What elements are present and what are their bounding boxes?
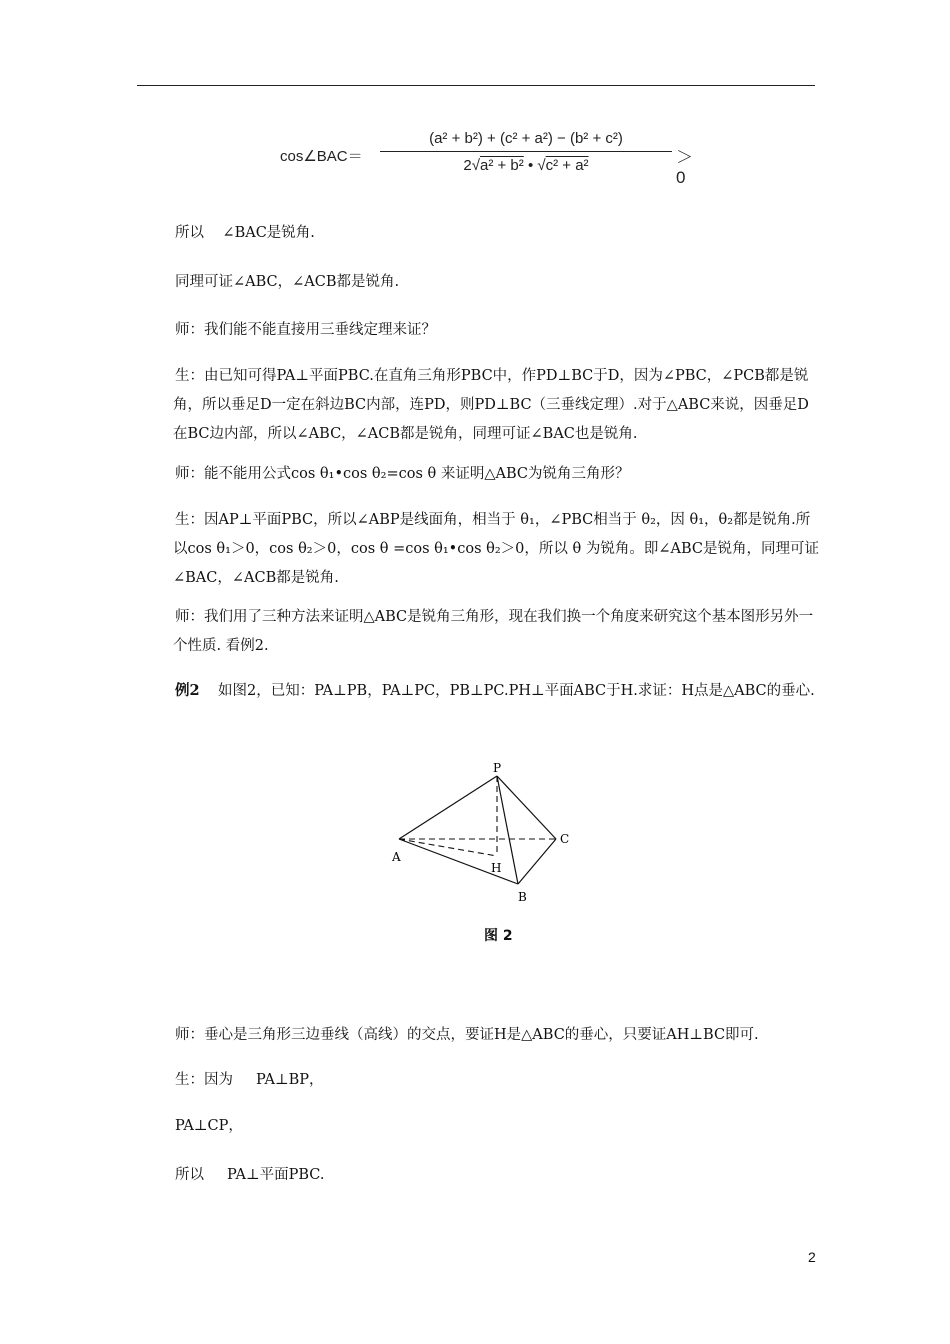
paragraph-11: PA⊥CP， (175, 1118, 243, 1134)
fraction-bar (380, 151, 672, 152)
edge-bc (518, 839, 556, 884)
edge-pa (399, 776, 497, 839)
paragraph-3: 师：我们能不能直接用三垂线定理来证？ (175, 322, 436, 338)
formula-fraction (380, 128, 672, 178)
sqrt-icon: √ (471, 157, 480, 174)
formula-lhs: cos∠BAC＝ (280, 148, 363, 165)
denominator-prefix: 2 (463, 157, 472, 174)
edge-pc (497, 776, 556, 839)
paragraph-12: 所以 PA⊥平面PBC. (175, 1167, 325, 1183)
dot-operator: • (527, 157, 534, 174)
label-b: B (518, 890, 527, 904)
paragraph-4: 生：由已知可得PA⊥平面PBC.在直角三角形PBC中，作PD⊥BC于D，因为∠PBC，∠PCB都是锐角，所以垂足D一定在斜边BC内部，连PD，则PD⊥BC（三垂线定理）.对于△ABC来说，因垂足D在BC边内部，所以∠ABC，∠ACB都是锐角，同理可证∠BAC也是锐角. (173, 368, 809, 442)
paragraph-2: 同理可证∠ABC，∠ACB都是锐角. (175, 274, 400, 290)
formula-numerator: (a² + b²) + (c² + a²) − (b² + c²) (429, 130, 623, 147)
figure-caption: 图 2 (484, 928, 513, 944)
paragraph-8 (173, 676, 823, 706)
label-h: H (491, 861, 502, 875)
sqrt-icon: √ (537, 157, 546, 174)
paragraph-5: 师：能不能用公式cos θ₁•cos θ₂=cos θ 来证明△ABC为锐角三角形？ (175, 466, 630, 482)
segment-ah (399, 839, 497, 856)
radicand-1: a² + b² (480, 157, 524, 174)
example-label: 例2 (175, 682, 200, 699)
tetrahedron-figure (390, 760, 580, 910)
paragraph-9: 师：垂心是三角形三边垂线（高线）的交点，要证H是△ABC的垂心，只要证AH⊥BC即可. (175, 1027, 759, 1043)
label-c: C (560, 832, 570, 846)
paragraph-6: 生：因AP⊥平面PBC，所以∠ABP是线面角，相当于 θ₁，∠PBC相当于 θ₂，因 θ₁，θ₂都是锐角.所以cos θ₁＞0，cos θ₂＞0，cos θ =cos θ₁•cos θ₂＞0，所以 θ 为锐角。即∠ABC是锐角，同理可证∠BAC，∠ACB都是锐角. (173, 512, 819, 586)
formula-denominator (380, 154, 672, 178)
formula-rhs: ＞0 (676, 148, 693, 187)
paragraph-7: 师：我们用了三种方法来证明△ABC是锐角三角形，现在我们换一个角度来研究这个基本图形另外一个性质. 看例2. (173, 609, 814, 654)
example-text: 如图2，已知：PA⊥PB，PA⊥PC，PB⊥PC.PH⊥平面ABC于H.求证：H点是△ABC的垂心. (199, 683, 815, 699)
label-a: A (392, 850, 401, 864)
paragraph-1: 所以 ∠BAC是锐角. (175, 225, 315, 241)
label-p: P (493, 761, 502, 775)
radicand-2: c² + a² (545, 157, 589, 174)
paragraph-10: 生：因为 PA⊥BP， (175, 1072, 324, 1088)
header-rule (137, 85, 815, 86)
page-number: 2 (808, 1249, 816, 1265)
